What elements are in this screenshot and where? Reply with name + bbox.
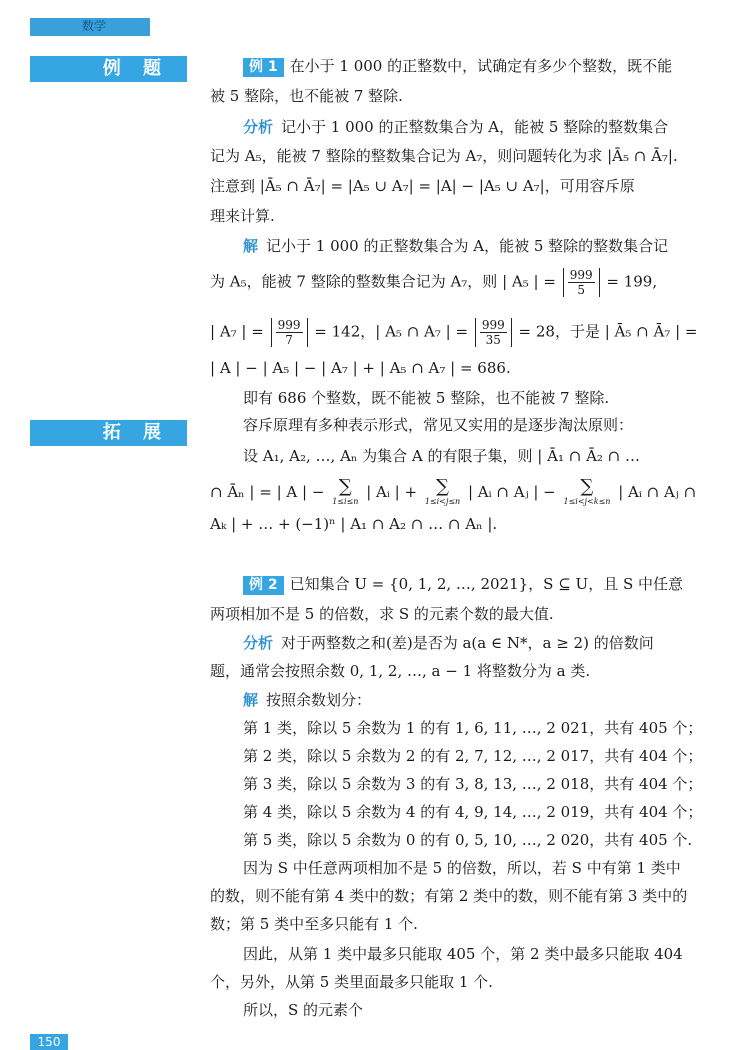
example2-thus-line1: 因此，从第 1 类中最多只能取 405 个，第 2 类中最多只能取 404 [243, 945, 683, 963]
example1-conclusion: 即有 686 个整数，既不能被 5 整除，也不能被 7 整除. [243, 389, 610, 407]
example2-problem-text1: 已知集合 U = {0, 1, 2, …, 2021}，S ⊆ U，且 S 中任意 [289, 575, 684, 593]
example2-analysis-line1 [243, 633, 654, 653]
example2-thus-line2: 个，另外，从第 5 类里面最多只能取 1 个. [210, 973, 493, 991]
example1-analysis-line1 [243, 117, 668, 137]
example1-solution-text3c: = 28，于是 | Ā₅ ∩ Ā₇ | = [518, 322, 698, 341]
list-item: 第 3 类，除以 5 余数为 3 的有 3, 8, 13, …, 2 018，共有 404 个； [243, 775, 703, 793]
list-item: 第 2 类，除以 5 余数为 2 的有 2, 7, 12, …, 2 017，共有 404 个； [243, 747, 703, 765]
example2-final-line: 所以，S 的元素个 [243, 1001, 364, 1019]
example1-solution-text2b: = 199, [606, 272, 658, 291]
list-item: 第 4 类，除以 5 余数为 4 的有 4, 9, 14, …, 2 019，共有 404 个； [243, 803, 703, 821]
floor-fraction-999-35: $\frac{999}{35}$ [475, 318, 512, 347]
floor-fraction-999-5: $\frac{999}{5}$ [563, 268, 600, 297]
example2-reason-line1: 因为 S 中任意两项相加不是 5 的倍数，所以，若 S 中有第 1 类中 [243, 859, 681, 877]
floor-fraction-999-7: $\frac{999}{7}$ [271, 318, 308, 347]
example2-reason-line2: 的数，则不能有第 4 类中的数；有第 2 类中的数，则不能有第 3 类中的 [210, 887, 688, 905]
example1-analysis-line2: 记为 A₅，能被 7 整除的整数集合记为 A₇，则问题转化为求 |Ā₅ ∩ Ā₇|. [210, 147, 678, 165]
example2-analysis-text1: 对于两整数之和(差)是否为 a(a ∈ N*，a ≥ 2) 的倍数问 [281, 634, 654, 652]
sidebar-example-label: 例 题 [30, 56, 187, 82]
page-number: 150 [30, 1034, 68, 1050]
list-item: 第 1 类，除以 5 余数为 1 的有 1, 6, 11, …, 2 021，共有 405 个； [243, 719, 703, 737]
extension-line2: 设 A₁, A₂, …, Aₙ 为集合 A 的有限子集，则 | Ā₁ ∩ Ā₂ ∩ … [243, 447, 641, 465]
example1-analysis-line3: 注意到 |Ā₅ ∩ Ā₇| = |A₅ ∪ A₇| = |A| − |A₅ ∪ A₇|，可用容斥原 [210, 177, 635, 195]
example1-solution-keyword: 解 [243, 237, 259, 255]
example2-solution-line1 [243, 690, 371, 710]
sidebar-extend-label: 拓 展 [30, 420, 187, 446]
sum-symbol-1: ∑ 1≤i≤n [332, 476, 359, 506]
example1-solution-text3b: = 142，| A₅ ∩ A₇ | = [314, 322, 469, 341]
sum-symbol-3: ∑ 1≤i<j<k≤n [563, 476, 611, 506]
extension-text3c: | Aᵢ ∩ Aⱼ | − [467, 483, 556, 501]
example1-analysis-keyword: 分析 [243, 118, 274, 136]
extension-text3d: | Aᵢ ∩ Aⱼ ∩ [618, 483, 697, 501]
example2-reason-line3: 数；第 5 类中至多只能有 1 个. [210, 915, 418, 933]
example1-solution-text3a: | A₇ | = [210, 322, 264, 341]
example1-solution-line1 [243, 236, 668, 256]
example2-tag: 例 2 [243, 576, 284, 595]
example1-solution-line3 [210, 318, 697, 347]
example1-solution-text1: 记小于 1 000 的正整数集合为 A，能被 5 整除的整数集合记 [266, 237, 669, 255]
sum-symbol-2: ∑ 1≤i<j≤n [424, 476, 461, 506]
example2-analysis-keyword: 分析 [243, 634, 274, 652]
example1-analysis-text1: 记小于 1 000 的正整数集合为 A，能被 5 整除的整数集合 [281, 118, 669, 136]
example2-analysis-line2: 题，通常会按照余数 0, 1, 2, …, a − 1 将整数分为 a 类. [210, 662, 591, 680]
example1-solution-text2a: 为 A₅，能被 7 整除的整数集合记为 A₇，则 | A₅ | = [210, 272, 556, 291]
list-item: 第 5 类，除以 5 余数为 0 的有 0, 5, 10, …, 2 020，共有 405 个. [243, 831, 693, 849]
example1-tag: 例 1 [243, 58, 284, 77]
example1-solution-line4: | A | − | A₅ | − | A₇ | + | A₅ ∩ A₇ | = 686. [210, 359, 511, 377]
example1-problem-line1 [243, 56, 672, 77]
header-subject: 数学 [82, 19, 107, 33]
page-cut-fade [395, 996, 515, 1022]
extension-line1: 容斥原理有多种表示形式，常见又实用的是逐步淘汰原则： [243, 416, 634, 434]
example2-problem-line1 [243, 574, 683, 595]
extension-text3a: ∩ Āₙ | = | A | − [210, 483, 325, 501]
extension-text3b: | Aᵢ | + [366, 483, 418, 501]
example1-analysis-line4: 理来计算. [210, 207, 275, 225]
example1-solution-line2 [210, 268, 657, 297]
example2-solution-text1: 按照余数划分： [266, 691, 372, 709]
extension-line4: Aₖ | + … + (−1)ⁿ | A₁ ∩ A₂ ∩ … ∩ Aₙ |. [210, 515, 498, 533]
extension-line3 [210, 478, 696, 508]
example2-solution-keyword: 解 [243, 691, 259, 709]
example1-problem-text1: 在小于 1 000 的正整数中，试确定有多少个整数，既不能 [289, 57, 673, 75]
example2-problem-line2: 两项相加不是 5 的倍数，求 S 的元素个数的最大值. [210, 605, 554, 623]
example1-problem-line2: 被 5 整除，也不能被 7 整除. [210, 87, 403, 105]
